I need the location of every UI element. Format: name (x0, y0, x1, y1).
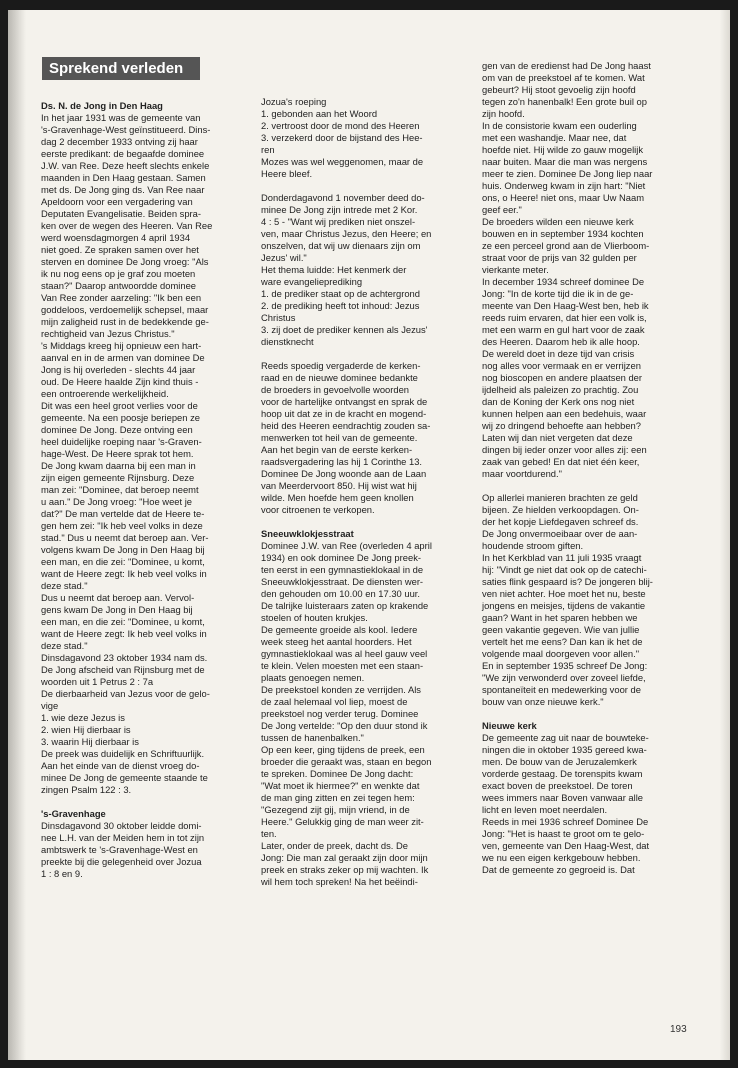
text-line: minee De Jong de gemeente staande te (41, 772, 208, 783)
text-line: zijn hoofd. (482, 108, 525, 119)
paragraph-gap (41, 796, 250, 808)
text-line: 3. zij doet de prediker kennen als Jezus' (261, 324, 428, 335)
text-line: spontaneïteit en medewerking voor de (482, 684, 641, 695)
text-line: 2. wien Hij dierbaar is (41, 724, 131, 735)
text-line: dag 2 december 1933 ontving zij haar (41, 136, 198, 147)
text-line: goddeloos, verdoemelijk schepsel, maar (41, 304, 209, 315)
paragraph-gap (482, 480, 691, 492)
text-line: 2. vertroost door de mond des Heeren (261, 120, 420, 131)
text-line: vige (41, 700, 59, 711)
text-line: preek en straks zeker op mij wachten. Ik (261, 864, 429, 875)
text-line: ten eerst in een gymnastieklokaal in de (261, 564, 424, 575)
page-edge (720, 10, 730, 1060)
text-line: exact boven de preekstoel. De toren (482, 780, 633, 791)
paragraph-gap (482, 708, 691, 720)
text-line: dominee De Jong. Deze ontving een (41, 424, 193, 435)
text-line: staan?" Daarop antwoordde dominee (41, 280, 196, 291)
text-line: want de Heere zegt: Ik heb veel volks in (41, 628, 207, 639)
text-line: maanden in Den Haag gestaan. Samen (41, 172, 206, 183)
text-line: Mozes was wel weggenomen, maar de (261, 156, 424, 167)
text-line: werd woensdagmorgen 4 april 1934 (41, 232, 191, 243)
text-line: Het thema luidde: Het kenmerk der (261, 264, 407, 275)
text-line: deze stad." (41, 580, 88, 591)
text-line: Op een keer, ging tijdens de preek, een (261, 744, 425, 755)
text-line: ken over de wegen des Heeren. Van Ree (41, 220, 213, 231)
text-line: aanval en in de armen van dominee De (41, 352, 205, 363)
text-line: minee De Jong zijn intrede met 2 Kor. (261, 204, 418, 215)
text-line: ten. (261, 828, 277, 839)
text-line: dan de Koning der Kerk ons nog niet (482, 396, 635, 407)
text-line: een ontroerende werkelijkheid. (41, 388, 169, 399)
text-line: ons, o Heere! niet ons, maar Uw Naam (482, 192, 645, 203)
text-line: 1 : 8 en 9. (41, 868, 83, 879)
text-line: Aan het begin van de eerste kerken- (261, 444, 413, 455)
text-line: ik nu nog eens op je graf zou moeten (41, 268, 196, 279)
text-line: ze een perceel grond aan de Vlierboom- (482, 240, 650, 251)
text-line: u aan." De Jong vroeg: "Hoe weet je (41, 496, 193, 507)
text-line: dat?" De man vertelde dat de Heere te- (41, 508, 205, 519)
text-line: raad en de nieuwe dominee bedankte (261, 372, 418, 383)
text-line: ijdelheid als paleizen zo prachtig. Zou (482, 384, 639, 395)
text-line: de man ging zitten en zei tegen hem: (261, 792, 415, 803)
text-line: jongens en meisjes, tijdens de vakantie (482, 600, 646, 611)
text-line: vorderde gestaag. De torenspits kwam (482, 768, 643, 779)
text-line: vertelt het me eens? Dan kan ik het de (482, 636, 643, 647)
text-line: woorden uit 1 Petrus 2 : 7a (41, 676, 154, 687)
text-line: van Meerdervoort 850. Hij wist wat hij (261, 480, 417, 491)
text-line: 4 : 5 - "Want wij prediken niet onszel- (261, 216, 416, 227)
text-line: Dominee J.W. van Ree (overleden 4 april (261, 540, 432, 551)
text-line: Jezus' wil." (261, 252, 307, 263)
text-line: ven, gemeente van Den Haag-West, dat (482, 840, 650, 851)
text-line: 1. de prediker staat op de achtergrond (261, 288, 420, 299)
text-line: mijn zaligheid rust in de bedekkende ge- (41, 316, 209, 327)
text-line: gemeente. Na een poosje beriepen ze (41, 412, 200, 423)
text-line: saties flink gespaard is? De jongeren blij- (482, 576, 653, 587)
paragraph-gap (261, 516, 470, 528)
text-line: straat voor de prijs van 32 gulden per (482, 252, 637, 263)
text-line: De talrijke luisteraars zaten op krakende (261, 600, 429, 611)
text-line: Jong: "In de korte tijd die ik in de ge- (482, 288, 634, 299)
text-line: Van Ree zonder aarzeling: "Ik ben een (41, 292, 202, 303)
text-line: zaak van gebed! En dat niet één keer, (482, 456, 640, 467)
section-banner: Sprekend verleden (42, 57, 200, 80)
text-line: dienstknecht (261, 336, 314, 347)
text-line: stad." Dus u neemt dat beroep aan. Ver- (41, 532, 209, 543)
text-line: houdende stroom giften. (482, 540, 584, 551)
paragraph-gap (261, 180, 470, 192)
text-line: De preekstoel konden ze verrijden. Als (261, 684, 421, 695)
text-line: bouwen en in september 1934 kochten (482, 228, 644, 239)
text-line: Jozua's roeping (261, 96, 327, 107)
text-line: menwerken tot heil van de gemeente. (261, 432, 418, 443)
text-line: hoefde niet. Hij wilde zo gauw mogelijk (482, 144, 644, 155)
text-line: een man, en die zei: "Dominee, u komt, (41, 616, 205, 627)
text-line: maar voortdurend." (482, 468, 562, 479)
text-line: plaats genoegen nemen. (261, 672, 365, 683)
text-line: deze stad." (41, 640, 88, 651)
text-line: der het kopje Liefdegaven schreef ds. (482, 516, 639, 527)
text-line: meente van Den Haag-West ben, heb ik (482, 300, 649, 311)
text-column-3 (482, 60, 691, 876)
text-line: ren (261, 144, 275, 155)
text-line: Deputaten Evangelisatie. Beiden spra- (41, 208, 201, 219)
text-line: een man, en die zei: "Dominee, u komt, (41, 556, 205, 567)
text-line: man zei: "Dominee, dat beroep neemt (41, 484, 199, 495)
section-heading: Sneeuwklokjesstraat (261, 528, 354, 539)
text-line: reeds ruim ervaren, dat hier een volk is, (482, 312, 647, 323)
text-line: we nu een eigen kerkgebouw hebben. (482, 852, 641, 863)
text-line: 2. de prediking heeft tot inhoud: Jezus (261, 300, 420, 311)
text-line: 's-Gravenhage-West geïnstitueerd. Dins- (41, 124, 211, 135)
text-line: preekstoel nog verder terug. Dominee (261, 708, 419, 719)
text-line: "Wat moet ik hiermee?" en wenkte dat (261, 780, 420, 791)
text-line: gen hem zei: "Ik heb veel volks in deze (41, 520, 203, 531)
text-line: In de consistorie kwam een ouderling (482, 120, 637, 131)
text-line: Donderdagavond 1 november deed do- (261, 192, 425, 203)
text-line: onszelven, dat wij uw dienaars zijn om (261, 240, 421, 251)
text-line: wilde. Men hoefde hem geen knollen (261, 492, 414, 503)
text-line: De gemeente zag uit naar de bouwteke- (482, 732, 649, 743)
text-line: dingen bij ieder onzer voor alles zij: een (482, 444, 647, 455)
text-line: met een washandje. Maar nee, dat (482, 132, 627, 143)
text-line: den gehouden om 10.00 en 17.30 uur. (261, 588, 420, 599)
text-line: de broeders in gevoelvolle woorden (261, 384, 410, 395)
section-heading: 's-Gravenhage (41, 808, 106, 819)
text-line: De Jong kwam daarna bij een man in (41, 460, 196, 471)
text-line: Op allerlei manieren brachten ze geld (482, 492, 638, 503)
text-line: Reeds spoedig vergaderde de kerken- (261, 360, 421, 371)
text-line: hage-West. De Heere sprak tot hem. (41, 448, 194, 459)
page-number: 193 (670, 1024, 687, 1035)
text-line: De gemeente groeide als kool. Iedere (261, 624, 418, 635)
text-line: 1. wie deze Jezus is (41, 712, 125, 723)
text-line: Jong: Die man zal geraakt zijn door mijn (261, 852, 428, 863)
paragraph-gap (261, 348, 470, 360)
text-line: vierkante meter. (482, 264, 549, 275)
text-line: naar buiten. Maar die man was nergens (482, 156, 648, 167)
text-line: De Jong onvermoeibaar over de aan- (482, 528, 638, 539)
text-line: "We zijn verwonderd over zoveel liefde, (482, 672, 646, 683)
text-line: In het Kerkblad van 11 juli 1935 vraagt (482, 552, 642, 563)
text-line: 1. gebonden aan het Woord (261, 108, 378, 119)
text-line: hoop uit dat ze in de kracht en mogend- (261, 408, 427, 419)
text-line: broeder die geraakt was, staan en begon (261, 756, 432, 767)
text-line: Jong is hij overleden - slechts 44 jaar (41, 364, 196, 375)
text-line: meer te zien. Dominee De Jong liep naar (482, 168, 653, 179)
text-line: ambtswerk te 's-Gravenhage-West en (41, 844, 198, 855)
text-line: want de Heere zegt: Ik heb veel volks in (41, 568, 207, 579)
text-line: met een warm en gul hart voor de zaak (482, 324, 645, 335)
page-gutter (8, 10, 26, 1060)
text-line: nog alles voor vermaak en er verrijzen (482, 360, 641, 371)
text-line: bouw van onze nieuwe kerk." (482, 696, 604, 707)
text-line: heid des Heeren eendrachtig zouden sa- (261, 420, 431, 431)
text-line: Aan het einde van de dienst vroeg do- (41, 760, 200, 771)
text-line: zijn eigen gemeente Rijnsburg. Deze (41, 472, 195, 483)
text-line: Christus (261, 312, 296, 323)
text-line: Later, onder de preek, dacht ds. De (261, 840, 408, 851)
text-line: geef eer." (482, 204, 522, 215)
text-line: Jong: "Het is haast te groot om te gelo- (482, 828, 645, 839)
text-line: ven niet achter. Hoe moet het nu, beste (482, 588, 646, 599)
text-line: Reeds in mei 1936 schreef Dominee De (482, 816, 649, 827)
section-heading: Ds. N. de Jong in Den Haag (41, 100, 163, 111)
text-line: licht en leven moet neerdalen. (482, 804, 608, 815)
text-line: eerste predikant: de begaafde dominee (41, 148, 205, 159)
text-line: huis. Onderweg kwam in zijn hart: "Niet (482, 180, 646, 191)
text-line: ware evangelieprediking (261, 276, 363, 287)
text-line: te spreken. Dominee De Jong dacht: (261, 768, 414, 779)
text-line: gymnastieklokaal was al heel gauw veel (261, 648, 428, 659)
text-line: De wereld doet in deze tijd van crisis (482, 348, 635, 359)
text-line: gaan? Want in het sparen hebben we (482, 612, 638, 623)
text-line: zingen Psalm 122 : 3. (41, 784, 132, 795)
text-line: Dominee De Jong woonde aan de Laan (261, 468, 427, 479)
text-line: De Jong afscheid van Rijnsburg met de (41, 664, 205, 675)
text-line: ningen die in oktober 1935 gereed kwa- (482, 744, 647, 755)
text-line: De preek was duidelijk en Schriftuurlijk. (41, 748, 205, 759)
text-line: nee L.H. van der Meiden hem in tot zijn (41, 832, 205, 843)
text-line: Dinsdagavond 23 oktober 1934 nam ds. (41, 652, 208, 663)
text-line: heel duidelijke roeping naar 's-Graven- (41, 436, 202, 447)
text-line: volgende maal doorgeven voor allen." (482, 648, 640, 659)
text-line: "Gezegend zijt gij, mijn vriend, in de (261, 804, 410, 815)
text-line: niet goed. Ze spraken samen over het (41, 244, 199, 255)
text-line: voor citroenen te verkopen. (261, 504, 375, 515)
text-line: sterven en dominee De Jong vroeg: "Als (41, 256, 209, 267)
text-line: met ds. De Jong ging ds. Van Ree naar (41, 184, 205, 195)
text-line: De dierbaarheid van Jezus voor de gelo- (41, 688, 210, 699)
text-line: raadsvergadering las hij 1 Corinthe 13. (261, 456, 423, 467)
text-line: wil hem toch spreken! Na het beëindi- (261, 876, 418, 887)
text-line: Heere bleef. (261, 168, 313, 179)
text-line: In het jaar 1931 was de gemeente van (41, 112, 201, 123)
text-line: 3. verzekerd door de bijstand des Hee- (261, 132, 423, 143)
text-line: gebeurt? Hij stoot gevoelig zijn hoofd (482, 84, 636, 95)
text-line: geen vakantie gegeven. Wie van jullie (482, 624, 640, 635)
text-line: gen van de eredienst had De Jong haast (482, 60, 651, 71)
text-line: De Jong vertelde: "Op den duur stond ik (261, 720, 428, 731)
text-line: gens kwam De Jong in Den Haag bij (41, 604, 193, 615)
text-line: Sneeuwklokjesstraat. De diensten wer- (261, 576, 424, 587)
text-line: bijeen. Ze hielden verkoopdagen. On- (482, 504, 639, 515)
text-line: voor de hartelijke ontvangst en sprak de (261, 396, 428, 407)
text-line: oud. De Heere haalde Zijn kind thuis - (41, 376, 199, 387)
text-line: In december 1934 schreef dominee De (482, 276, 645, 287)
text-line: J.W. van Ree. Deze heeft slechts enkele (41, 160, 210, 171)
text-line: preekte bij die gelegenheid over Jozua (41, 856, 202, 867)
text-line: Laten wij dan niet vergeten dat deze (482, 432, 633, 443)
section-heading: Nieuwe kerk (482, 720, 537, 731)
text-line: week steeg het aantal hoorders. Het (261, 636, 412, 647)
text-line: 's Middags kreeg hij opnieuw een hart- (41, 340, 202, 351)
text-line: stoelen of houten krukjes. (261, 612, 368, 623)
text-line: volgens kwam De Jong in Den Haag bij (41, 544, 205, 555)
text-line: wees immers naar Boven vanwaar alle (482, 792, 644, 803)
text-line: kunnen helpen aan een bedehuis, waar (482, 408, 647, 419)
text-line: Dit was een heel groot verlies voor de (41, 400, 198, 411)
text-line: En in september 1935 schreef De Jong: (482, 660, 648, 671)
text-line: ven, maar Christus Jezus, den Heere; en (261, 228, 432, 239)
text-line: Apeldoorn voor een vergadering van (41, 196, 193, 207)
text-line: nog bioscopen en andere plaatsen der (482, 372, 643, 383)
text-line: De broeders wilden een nieuwe kerk (482, 216, 634, 227)
text-line: Dat de gemeente zo gegroeid is. Dat (482, 864, 635, 875)
text-line: hij: "Vindt ge niet dat ook op de catechi- (482, 564, 647, 575)
magazine-page (8, 10, 730, 1060)
text-column-1 (41, 100, 250, 880)
text-line: wij zo dringend behoefte aan hebben? (482, 420, 641, 431)
text-line: 3. waarin Hij dierbaar is (41, 736, 139, 747)
text-line: men. De bouw van de Jeruzalemkerk (482, 756, 637, 767)
text-line: de zaal helemaal vol liep, moest de (261, 696, 408, 707)
text-line: om van de preekstoel af te komen. Wat (482, 72, 645, 83)
text-line: 1934) en ook dominee De Jong preek- (261, 552, 421, 563)
text-column-2 (261, 96, 470, 888)
text-line: tegen zo'n hanenbalk! Een grote buil op (482, 96, 647, 107)
text-line: tussen de hanenbalken." (261, 732, 364, 743)
text-line: Heere." Gelukkig ging de man weer zit- (261, 816, 424, 827)
text-line: rechtigheid van Jezus Christus." (41, 328, 175, 339)
text-line: Dus u neemt dat beroep aan. Vervol- (41, 592, 195, 603)
text-line: te klein. Velen moesten met een staan- (261, 660, 424, 671)
text-line: des Heeren. Daarom heb ik alle hoop. (482, 336, 640, 347)
text-line: Dinsdagavond 30 oktober leidde domi- (41, 820, 202, 831)
